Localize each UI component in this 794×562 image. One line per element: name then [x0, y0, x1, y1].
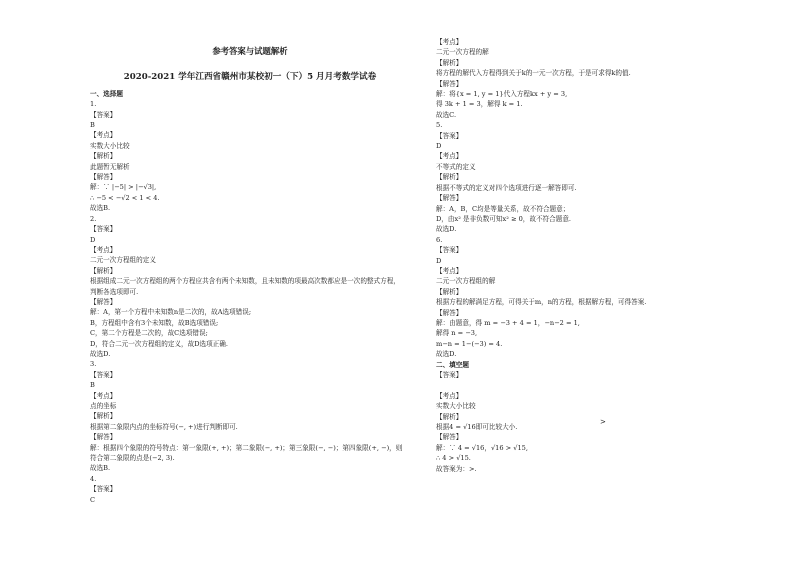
text-line: 【答案】 [436, 246, 463, 255]
text-line: 根据4 = √16即可比较大小. [436, 423, 518, 432]
text-line: 解：∵ 4 = √16，√16 > √15, [436, 443, 528, 452]
text-line: 【答案】 [436, 131, 463, 140]
text-line: D，符合二元一次方程组的定义，故D选项正确. [90, 339, 228, 348]
text-line: B，方程组中含有3个未知数，故B选项错误; [90, 318, 219, 327]
text-line: 判断各选项即可. [90, 287, 139, 296]
text-line: 【解析】 [90, 152, 117, 161]
text-line: 6. [436, 235, 443, 244]
text-line: 【解答】 [436, 433, 463, 442]
text-line: 【解析】 [436, 287, 463, 296]
text-line: 解：∵ |−5| > |−√3|, [90, 183, 157, 192]
text-line: 【考点】 [436, 152, 463, 161]
text-line: 【考点】 [90, 245, 117, 254]
text-line: 解：根据四个象限的符号特点：第一象限(+, +)；第二象限(−, +)；第三象限(−, −)；第四象限(+, −)，则 [90, 443, 403, 452]
text-line: 实数大小比较 [90, 141, 130, 150]
text-line: 根据方程的解满足方程，可得关于m，n的方程，根据解方程，可得答案. [436, 298, 647, 307]
text-line [436, 380, 736, 390]
document-title: 参考答案与试题解析 [212, 46, 288, 56]
text-line: D [436, 256, 442, 265]
text-line: 解：由题意，得 m = −3 + 4 = 1，−n−2 = 1, [436, 318, 580, 327]
text-line: 故选C. [436, 110, 457, 119]
text-line: 故答案为：>. [436, 464, 477, 473]
left-column [90, 40, 410, 505]
text-line: 【答案】 [90, 225, 117, 234]
text-line: D，由x² 是非负数可知x² ≥ 0，故不符合题意. [436, 214, 572, 223]
text-line: 【解析】 [90, 412, 117, 421]
text-line: 解得 n = −3, [436, 329, 478, 338]
text-line: 点的坐标 [90, 402, 117, 410]
text-line: 解：将{x = 1, y = 1}代入方程kx + y = 3, [436, 90, 568, 99]
text-line: 【答案】 [90, 370, 117, 379]
text-line: 4. [90, 474, 97, 483]
exam-title: 2020-2021 学年江西省赣州市某校初一（下）5 月月考数学试卷 [123, 72, 377, 83]
text-line: B [90, 381, 95, 390]
text-line: 【解析】 [436, 173, 463, 182]
text-line: 实数大小比较 [436, 402, 476, 411]
text-line: 解：A，第一个方程中未知数n是二次的，故A选项错误; [90, 308, 252, 317]
answer-symbol: > [600, 418, 606, 426]
text-line: 故选B. [90, 204, 111, 213]
text-line: 二、填空题 [436, 360, 469, 369]
text-line: m−n = 1−(−3) = 4. [436, 339, 503, 348]
text-line: 【考点】 [436, 391, 463, 400]
text-line: B [90, 121, 95, 130]
text-line: 得 3k + 1 = 3，解得 k = 1. [436, 100, 523, 109]
text-line: 【解答】 [436, 308, 463, 317]
text-line: 符合第二象限的点是(−2, 3). [90, 454, 175, 463]
text-line: 【考点】 [90, 131, 117, 140]
text-line: 【解答】 [90, 173, 117, 182]
text-line: 【答案】 [436, 371, 463, 379]
text-line: D [436, 142, 442, 151]
text-line: 【解析】 [436, 412, 463, 421]
text-line: 【解答】 [90, 433, 117, 442]
text-line: C [90, 495, 96, 504]
text-line: 3. [90, 360, 97, 369]
text-line: 【解答】 [90, 297, 117, 306]
text-line: 【答案】 [90, 110, 117, 119]
text-line: 不等式的定义 [436, 162, 476, 171]
text-line: ∴ 4 > √15. [436, 454, 471, 463]
text-line: 此题暂无解析 [90, 162, 130, 171]
text-line: 【考点】 [436, 266, 463, 275]
right-content [436, 37, 736, 474]
text-line: D [90, 235, 96, 244]
text-line: 【考点】 [90, 391, 117, 400]
text-line: 1. [90, 100, 97, 109]
text-line: 根据第二象限内点的坐标符号(−, +)进行判断即可. [90, 422, 238, 431]
text-line: 故选D. [90, 349, 111, 358]
text-line: ∴ −5 < −√2 < 1 < 4. [90, 193, 160, 202]
left-content [90, 89, 410, 505]
text-line: 5. [436, 121, 443, 130]
text-line: 根据不等式的定义对四个选项进行逐一解答即可. [436, 183, 577, 192]
text-line: 一、选择题 [90, 89, 123, 98]
text-line: 根据组成二元一次方程组的两个方程应共含有两个未知数，且未知数的项最高次数都应是一次的整式方程， [90, 277, 400, 286]
text-line: 故选B. [90, 464, 111, 473]
right-column [436, 37, 736, 474]
text-line: C，第二个方程是二次的，故C选项错误; [90, 329, 208, 338]
text-line: 【解析】 [436, 58, 463, 67]
text-line: 解：A，B，C均是等量关系，故不符合题意； [436, 204, 570, 213]
text-line: 2. [90, 214, 97, 223]
text-line: 二元一次方程组的定义 [90, 256, 156, 265]
text-line: 将方程的解代入方程得到关于k的一元一次方程，于是可求得k的值. [436, 69, 631, 78]
text-line: 故选D. [436, 225, 457, 234]
text-line: 故选D. [436, 350, 457, 359]
text-line: 【答案】 [90, 485, 117, 494]
text-line: 【考点】 [436, 38, 463, 46]
text-line: 【解答】 [436, 79, 463, 88]
text-line: 【解答】 [436, 194, 463, 203]
text-line: 二元一次方程组的解 [436, 277, 496, 286]
text-line: 二元一次方程的解 [436, 48, 489, 57]
text-line: 【解析】 [90, 266, 117, 275]
